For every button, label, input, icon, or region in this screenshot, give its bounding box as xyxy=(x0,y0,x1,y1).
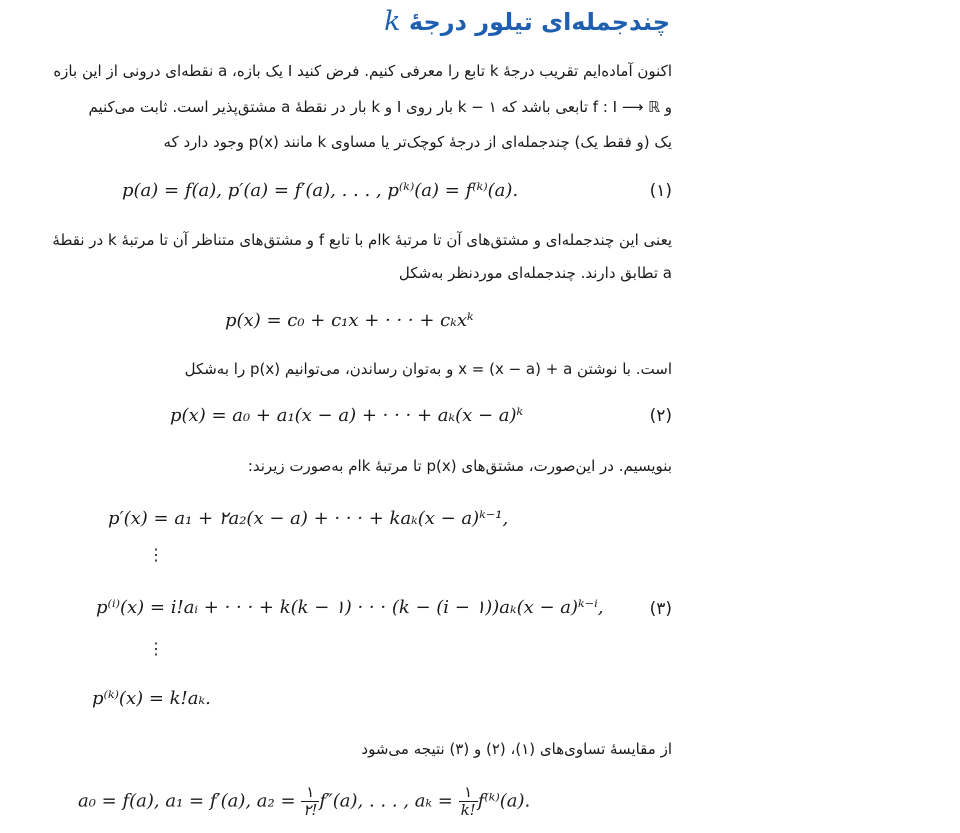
equation-1: p(a) = f(a), p′(a) = f′(a), . . . , p⁽ᵏ⁾(a) = f⁽ᵏ⁾(a). xyxy=(122,180,519,201)
intro-line-3: یک (و فقط یک) چندجمله‌ای از درجهٔ کوچک‌تر یا مساوی k مانند p(x) وجود دارد که xyxy=(163,133,672,151)
fraction-1 xyxy=(301,784,319,819)
equation-1-number: (۱) xyxy=(649,181,672,201)
section-title-text: چندجمله‌ای تیلور درجهٔ xyxy=(408,8,670,36)
explain-line-2: a تطابق دارند. چندجمله‌ای موردنظر به‌شکل xyxy=(398,264,672,282)
result-part-1: a₀ = f(a), a₁ = f′(a), a₂ = xyxy=(78,790,302,812)
result-equation xyxy=(78,784,530,819)
equation-3-line-1: p′(x) = a₁ + ۲a₂(x − a) + · · · + kaₖ(x − a)ᵏ⁻¹, xyxy=(108,508,509,529)
result-part-2: f″(a), . . . , aₖ = xyxy=(319,790,459,812)
equation-2-number: (۲) xyxy=(649,406,672,426)
equation-3-number: (۳) xyxy=(649,599,672,619)
vertical-dots-1: ⋮ xyxy=(148,545,164,564)
fraction-2-numerator: ۱ xyxy=(459,784,478,802)
intro-line-1: اکنون آماده‌ایم تقریب درجهٔ k تابع را معرفی کنیم. فرض کنید I یک بازه، a نقطه‌ای درونی از این بازه xyxy=(53,62,672,80)
vertical-dots-2: ⋮ xyxy=(148,639,164,658)
fraction-1-numerator: ۱ xyxy=(301,784,319,802)
equation-3-line-2: p⁽ⁱ⁾(x) = i!aᵢ + · · · + k(k − ۱) · · · (k − (i − ۱))aₖ(x − a)ᵏ⁻ⁱ, xyxy=(96,597,604,618)
section-title xyxy=(250,6,670,37)
explain-line-1: یعنی این چندجمله‌ای و مشتق‌های آن تا مرتبهٔ kام با تابع f و مشتق‌های متناظر آن تا مرتبهٔ k در نقطهٔ xyxy=(52,231,672,249)
write-line: بنویسیم. در این‌صورت، مشتق‌های p(x) تا مرتبهٔ kام به‌صورت زیرند: xyxy=(247,457,672,475)
result-part-3: f⁽ᵏ⁾(a). xyxy=(477,790,531,812)
compare-line: از مقایسهٔ تساوی‌های (۱)، (۲) و (۳) نتیجه می‌شود xyxy=(361,740,672,758)
fraction-1-denominator: ۲! xyxy=(303,801,318,819)
intro-line-2: و f : I ⟶ ℝ تابعی باشد که k − ۱ بار روی I و k بار در نقطهٔ a مشتق‌پذیر است. ثابت می‌کنیم xyxy=(88,98,672,116)
fraction-2 xyxy=(459,784,478,819)
equation-2: p(x) = a₀ + a₁(x − a) + · · · + aₖ(x − a)ᵏ xyxy=(170,405,524,426)
fraction-2-denominator: k! xyxy=(460,801,476,819)
rewrite-line: است. با نوشتن x = (x − a) + a و به‌توان رساندن، می‌توانیم p(x) را به‌شکل xyxy=(184,360,672,378)
equation-3-line-3: p⁽ᵏ⁾(x) = k!aₖ. xyxy=(92,688,211,709)
section-title-symbol: k xyxy=(384,6,401,37)
polynomial-form: p(x) = c₀ + c₁x + · · · + cₖxᵏ xyxy=(225,310,474,331)
